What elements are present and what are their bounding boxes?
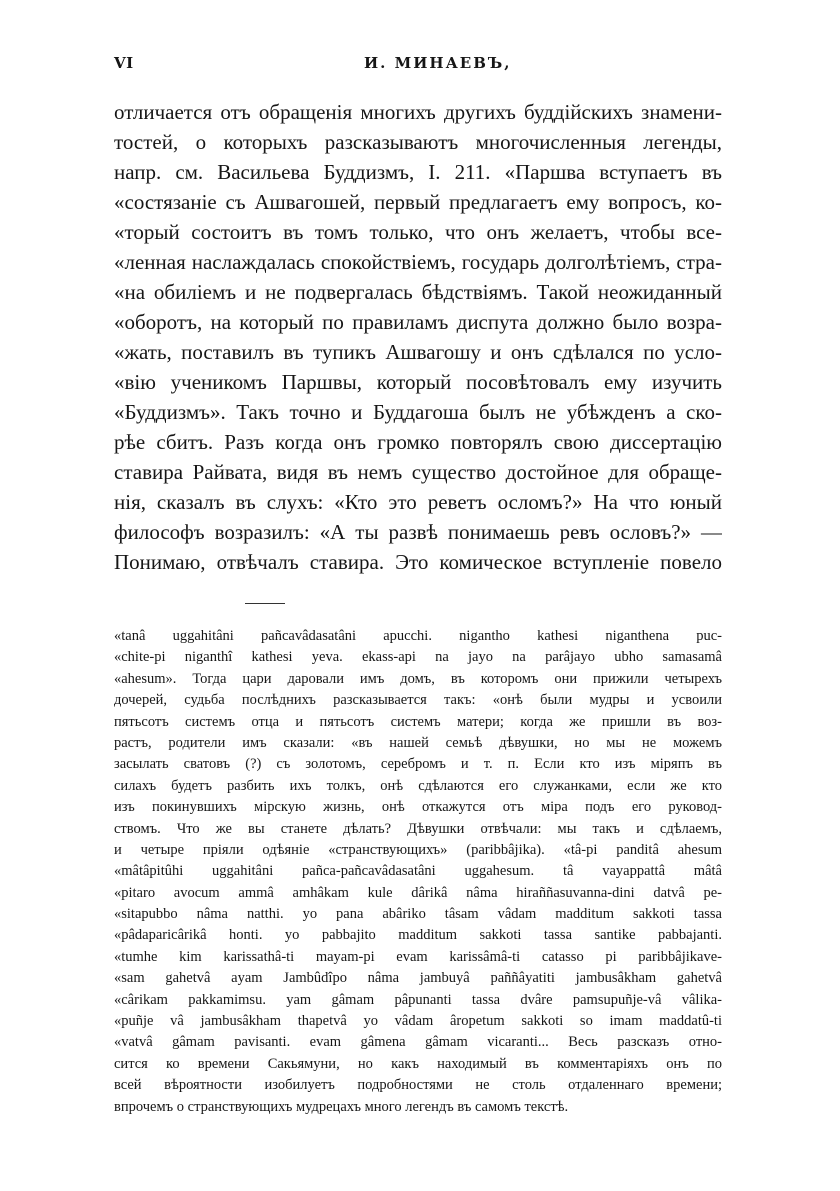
footnote-line: изъ покинувшихъ мірскую жизнь, онѣ откажутся отъ міра подъ его руковод-: [114, 799, 722, 816]
footnote-line: «pitaro avocum ammâ amhâkam kule dârikâ nâma hiraññasuvanna-dini datvâ pe-: [114, 884, 722, 901]
footnote-line: «sam gahetvâ ayam Jambûdîpo nâma jambuyâ paññâyatiti jambusâkham gahetvâ: [114, 970, 722, 987]
main-text-line: нія, сказалъ въ слухъ: «Кто это реветъ осломъ?» На что юный: [114, 490, 722, 514]
footnote-line: «sitapubbo nâma natthi. yo pana abâriko tâsam vâdam madditum sakkoti tassa: [114, 906, 722, 923]
footnote-line: «mâtâpitûhi uggahitâni pañca-pañcavâdasatâni uggahesum. tâ vayappattâ mâtâ: [114, 863, 722, 880]
footnote-line: засылать сватовъ (?) съ золотомъ, серебромъ и т. п. Если кто изъ міряпъ въ: [114, 756, 722, 773]
main-text-line: «оборотъ, на который по правиламъ диспута должно было возра-: [114, 310, 722, 334]
main-text-line: «жать, поставилъ въ тупикъ Ашвагошу и онъ сдѣлался по усло-: [114, 340, 722, 364]
footnote-line: «chite-pi niganthî kathesi yeva. ekass-api na jayo na parâjayo ubho samasamâ: [114, 649, 722, 666]
footnote-line: «tumhe kim karissathâ-ti mayam-pi evam karissâmâ-ti catasso pi paribbâjikave-: [114, 948, 722, 965]
footnote-line: дочерей, судьба послѣднихъ разсказывается такъ: «онѣ были мудры и усвоили: [114, 692, 722, 709]
footnote-line: «puñje vâ jambusâkham thapetvâ yo vâdam âropetum sakkoti so imam maddatû-ti: [114, 1013, 722, 1030]
main-text-line: тостей, о которыхъ разсказываютъ многочисленныя легенды,: [114, 130, 722, 154]
main-text-line: «Буддизмъ». Такъ точно и Буддагоша былъ не убѣжденъ а ско-: [114, 400, 722, 424]
footnote-line: сится ко времени Сакьямуни, но какъ находимый въ комментаріяхъ онъ по: [114, 1055, 722, 1072]
main-text-line: «ленная наслаждалась спокойствіемъ, государь долголѣтіемъ, стра-: [114, 250, 722, 274]
footnote-line: «cârikam pakkamimsu. yam gâmam pâpunanti tassa dvâre pamsupuñje-vâ vâlika-: [114, 991, 722, 1008]
footnote-block: [114, 626, 722, 1118]
main-text-line: философъ возразилъ: «А ты развѣ понимаешь ревъ ословъ?» —: [114, 520, 722, 544]
footnote-line: растъ, родители имъ сказали: «въ нашей семьѣ дѣвушки, но мы не можемъ: [114, 734, 722, 751]
footnote-line: пятьсотъ системъ отца и пятьсотъ системъ матери; когда же пришли въ воз-: [114, 713, 722, 730]
footnote-divider: [245, 603, 285, 604]
footnote-line: «ahesum». Тогда цари даровали имъ домъ, въ которомъ они прижили четырехъ: [114, 670, 722, 687]
page-number: VI: [114, 54, 134, 72]
footnote-line: «pâdaparicârikâ honti. yo pabbajito madditum sakkoti tassa santike pabbajanti.: [114, 927, 722, 944]
main-text-body: [114, 97, 722, 577]
main-text-line: напр. см. Васильева Буддизмъ, I. 211. «Паршва вступаетъ въ: [114, 160, 722, 184]
main-text-line: Понимаю, отвѣчалъ ставира. Это комическое вступленіе повело: [114, 550, 722, 574]
main-text-line: «вію ученикомъ Паршвы, который посовѣтовалъ ему изучить: [114, 370, 722, 394]
main-text-line: рѣе сбитъ. Разъ когда онъ громко повторялъ свою диссертацію: [114, 430, 722, 454]
main-text-line: «состязаніе съ Ашвагошей, первый предлагаетъ ему вопросъ, ко-: [114, 190, 722, 214]
footnote-line: ствомъ. Что же вы станете дѣлать? Дѣвушки отвѣчали: мы такъ и сдѣлаемъ,: [114, 820, 722, 837]
footnote-line: «vatvâ gâmam pavisanti. evam gâmena gâmam vicaranti... Весь разсказъ отно-: [114, 1034, 722, 1051]
page-header: [114, 54, 722, 78]
running-head-author: И. МИНАЕВЪ,: [364, 54, 512, 72]
main-text-line: «торый состоитъ въ томъ только, что онъ желаетъ, чтобы все-: [114, 220, 722, 244]
footnote-line: всей вѣроятности изобилуетъ подробностями не столь отдаленнаго времени;: [114, 1077, 722, 1094]
footnote-line: впрочемъ о странствующихъ мудрецахъ много легендъ въ самомъ текстѣ.: [114, 1098, 569, 1115]
main-text-line: ставира Райвата, видя въ немъ существо достойное для обраще-: [114, 460, 722, 484]
footnote-line: «tanâ uggahitâni pañcavâdasatâni apucchi. nigantho kathesi niganthena puc-: [114, 628, 722, 644]
footnote-line: силахъ будетъ разбить ихъ толкъ, онѣ сдѣлаются его служанками, если же кто: [114, 777, 722, 794]
main-text-line: отличается отъ обращенія многихъ другихъ буддійскихъ знамени-: [114, 100, 722, 124]
footnote-line: и четыре пріяли одѣяніе «странствующихъ» (paribbâjika). «tâ-pi panditâ ahesum: [114, 841, 722, 858]
main-text-line: «на обиліемъ и не подвергалась бѣдствіямъ. Такой неожиданный: [114, 280, 722, 304]
